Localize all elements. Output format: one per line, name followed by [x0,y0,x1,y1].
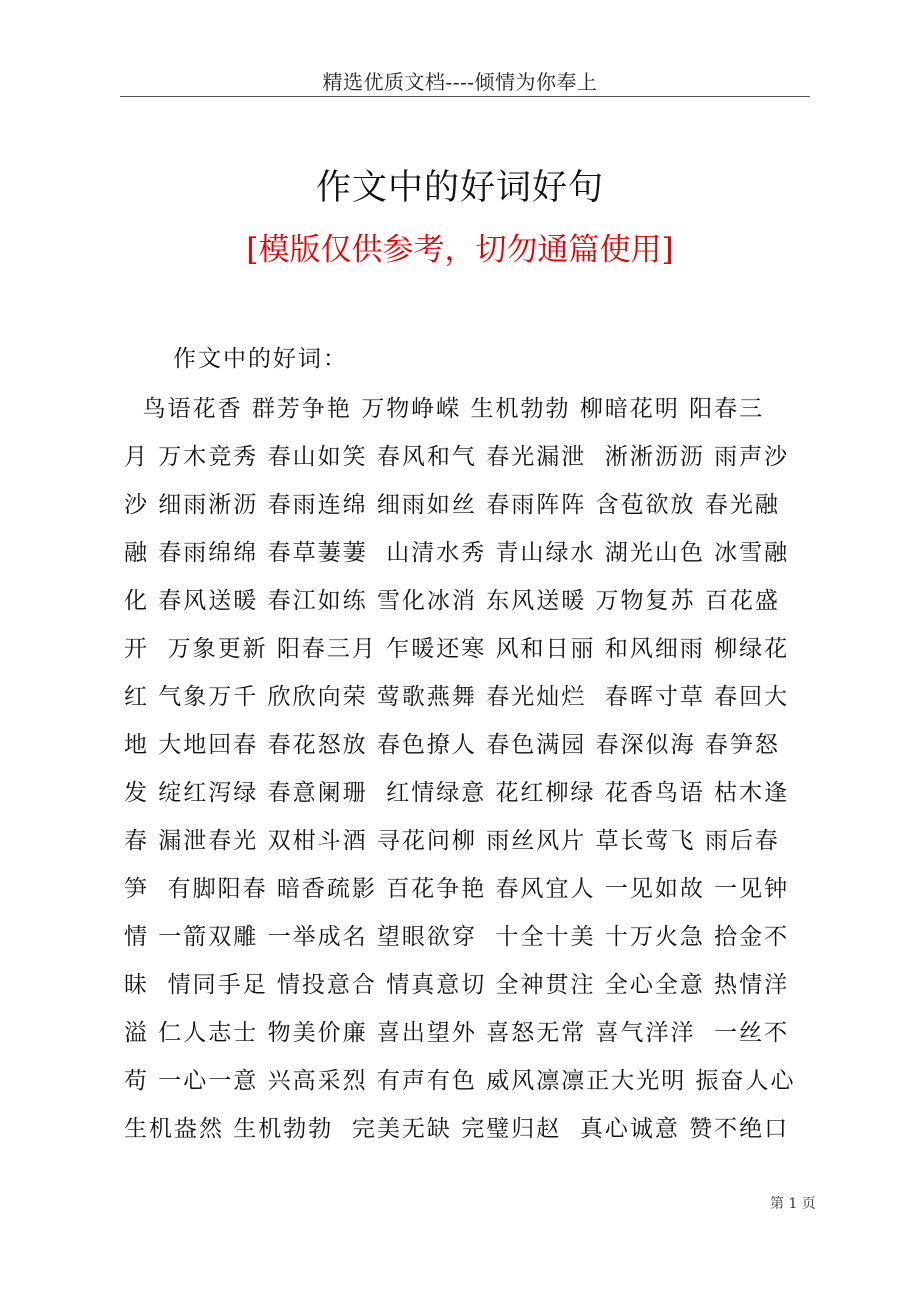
document-subtitle: [模版仅供参考，切勿通篇使用] [246,232,674,268]
page-number: 第 1 页 [770,1196,816,1212]
body-line: 化 春风送暖 春江如练 雪化冰消 东风送暖 万物复苏 百花盛 [124,588,780,614]
body-line: 昧 情同手足 情投意合 情真意切 全神贯注 全心全意 热情洋 [124,972,790,998]
header-divider [120,96,810,97]
body-line: 发 绽红泻绿 春意阑珊 红情绿意 花红柳绿 花香鸟语 枯木逢 [124,780,790,806]
body-line: 溢 仁人志士 物美价廉 喜出望外 喜怒无常 喜气洋洋 一丝不 [124,1020,790,1046]
body-line: 沙 细雨淅沥 春雨连绵 细雨如丝 春雨阵阵 含苞欲放 春光融 [124,492,780,518]
body-line: 月 万木竞秀 春山如笑 春风和气 春光漏泄 淅淅沥沥 雨声沙 [124,444,790,470]
body-line: 红 气象万千 欣欣向荣 莺歌燕舞 春光灿烂 春晖寸草 春回大 [124,684,790,710]
body-line: 生机盎然 生机勃勃 完美无缺 完璧归赵 真心诚意 赞不绝口 [124,1116,790,1142]
document-title: 作文中的好词好句 [315,168,604,208]
body-line: 笋 有脚阳春 暗香疏影 百花争艳 春风宜人 一见如故 一见钟 [124,876,790,902]
body-line: 苟 一心一意 兴高采烈 有声有色 威风凛凛正大光明 振奋人心 [124,1068,796,1094]
body-line: 融 春雨绵绵 春草萋萋 山清水秀 青山绿水 湖光山色 冰雪融 [124,540,790,566]
header-text: 精选优质文档----倾情为你奉上 [322,70,598,94]
body-line: 开 万象更新 阳春三月 乍暖还寒 风和日丽 和风细雨 柳绿花 [124,636,790,662]
body-line: 情 一箭双雕 一举成名 望眼欲穿 十全十美 十万火急 拾金不 [124,924,790,950]
body-line: 鸟语花香 群芳争艳 万物峥嵘 生机勃勃 柳暗花明 阳春三 [124,396,765,422]
section-label: 作文中的好词： [173,346,348,372]
body-line: 春 漏泄春光 双柑斗酒 寻花问柳 雨丝风片 草长莺飞 雨后春 [124,828,780,854]
body-line: 地 大地回春 春花怒放 春色撩人 春色满园 春深似海 春笋怒 [124,732,780,758]
